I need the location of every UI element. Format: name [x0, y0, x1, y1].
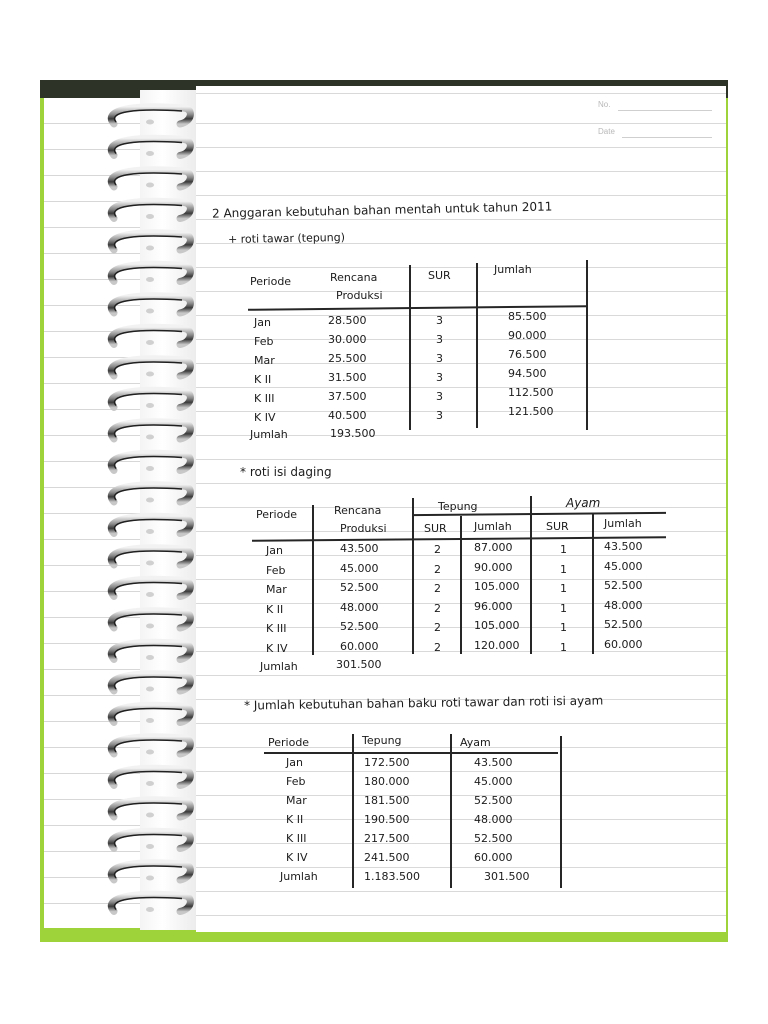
spiral-coil	[111, 264, 190, 282]
table2-vline-4	[530, 496, 532, 654]
spiral-coil	[111, 390, 190, 408]
table3-header-rule	[264, 752, 558, 754]
table3-cell-ayam: 60.000	[474, 851, 513, 864]
table1-cell-sur: 3	[436, 314, 443, 327]
table2-cell-ayam-sur: 1	[560, 562, 567, 576]
table1-cell-sur: 3	[436, 333, 443, 346]
table2-total-value: 301.500	[336, 658, 382, 671]
table2-cell-rencana: 52.500	[340, 581, 379, 594]
table2-cell-tepung-jumlah: 90.000	[474, 560, 513, 574]
table3-total-label: Jumlah	[280, 870, 318, 883]
table3-cell-periode: K IV	[286, 851, 308, 864]
table3-vline-3	[560, 736, 562, 888]
table2-cell-tepung-jumlah: 105.000	[474, 619, 520, 632]
table2-cell-rencana: 43.500	[340, 542, 379, 555]
table2-cell-tepung-jumlah: 120.000	[474, 638, 520, 652]
table1-vline-2	[476, 263, 478, 428]
table2-cell-ayam-jumlah: 52.500	[604, 618, 643, 631]
table1-total-label: Jumlah	[250, 428, 288, 441]
spiral-coil	[111, 863, 190, 881]
table3-total-ayam: 301.500	[484, 870, 530, 883]
table1-header-rencana: Rencana	[330, 271, 378, 284]
table3-cell-periode: K III	[286, 832, 307, 845]
table1-cell-rencana: 28.500	[328, 314, 367, 327]
table1-cell-periode: K III	[254, 392, 275, 405]
table3-cell-periode: Feb	[286, 775, 306, 788]
table2-cell-periode: K II	[266, 602, 284, 616]
table3-cell-periode: K II	[286, 813, 304, 826]
table2-cell-periode: Jan	[266, 544, 283, 557]
header-date-line	[622, 137, 712, 138]
table1-header-jumlah: Jumlah	[494, 263, 532, 276]
table1-cell-rencana: 31.500	[328, 371, 367, 384]
table1-cell-periode: Jan	[254, 316, 271, 329]
spiral-coil	[111, 138, 190, 156]
table2-group-ayam: Ayam	[566, 496, 601, 510]
table1-cell-jumlah: 90.000	[508, 329, 547, 342]
table2-cell-tepung-sur: 2	[434, 562, 441, 576]
header-no-label: No.	[598, 100, 611, 109]
table2-cell-ayam-sur: 1	[560, 640, 567, 654]
table1-header-sur: SUR	[428, 269, 451, 282]
table3-cell-periode: Jan	[286, 756, 303, 769]
header-date-label: Date	[598, 127, 615, 136]
table1-cell-jumlah: 76.500	[508, 348, 547, 361]
table2-cell-tepung-jumlah: 87.000	[474, 541, 513, 554]
spiral-coil	[111, 705, 190, 723]
spiral-coil	[111, 642, 190, 660]
table3-total-tepung: 1.183.500	[364, 870, 420, 883]
table2-total-label: Jumlah	[260, 660, 298, 673]
table1-cell-rencana: 37.500	[328, 390, 367, 403]
table2-cell-ayam-sur: 1	[560, 621, 567, 634]
table1-cell-sur: 3	[436, 352, 443, 365]
table2-cell-periode: K III	[266, 622, 287, 635]
table1-cell-sur: 3	[436, 390, 443, 403]
spiral-coil	[111, 831, 190, 849]
table1-cell-jumlah: 85.500	[508, 310, 547, 323]
spiral-binding	[92, 100, 222, 930]
table3-header-periode: Periode	[268, 736, 310, 749]
table1-cell-periode: K IV	[254, 411, 276, 424]
table3-cell-ayam: 52.500	[474, 832, 513, 845]
table2-group-tepung: Tepung	[438, 500, 478, 513]
table1-cell-jumlah: 112.500	[508, 386, 554, 399]
table2-cell-ayam-jumlah: 48.000	[604, 598, 643, 612]
table3-cell-tepung: 181.500	[364, 794, 410, 807]
table2-cell-ayam-jumlah: 52.500	[604, 579, 643, 592]
table3-cell-tepung: 190.500	[364, 813, 410, 826]
table1-cell-rencana: 25.500	[328, 352, 367, 365]
spiral-coil	[111, 201, 190, 219]
table3-cell-periode: Mar	[286, 794, 307, 807]
table1-cell-periode: Mar	[254, 354, 275, 367]
table2-header-tepung-sur: SUR	[424, 522, 447, 535]
table2-cell-ayam-sur: 1	[560, 543, 567, 556]
table2-cell-rencana: 48.000	[340, 600, 379, 614]
table2-cell-rencana: 60.000	[340, 639, 379, 653]
table2-vline-1	[312, 505, 314, 655]
spiral-coil	[111, 170, 190, 188]
spiral-coil	[111, 485, 190, 503]
spiral-coil	[111, 611, 190, 629]
table3-cell-tepung: 180.000	[364, 775, 410, 788]
spiral-coil	[111, 422, 190, 440]
table1-total-value: 193.500	[330, 427, 376, 440]
spiral-coil	[111, 579, 190, 597]
spiral-coil	[111, 296, 190, 314]
table1-cell-jumlah: 94.500	[508, 367, 547, 380]
spiral-coil	[111, 516, 190, 534]
table2-cell-tepung-sur: 2	[434, 582, 441, 595]
table2-cell-tepung-sur: 2	[434, 640, 441, 654]
table3-vline-1	[352, 734, 354, 888]
section1-subtitle: + roti tawar (tepung)	[227, 230, 346, 247]
table2-cell-rencana: 45.000	[340, 561, 379, 575]
spiral-coil	[111, 233, 190, 251]
table2-cell-tepung-jumlah: 105.000	[474, 580, 520, 593]
table1-cell-periode: Feb	[254, 335, 274, 348]
section2-title: * roti isi daging	[240, 465, 332, 479]
table1-cell-sur: 3	[436, 371, 443, 384]
table1-cell-jumlah: 121.500	[508, 405, 554, 418]
table2-header-periode: Periode	[256, 508, 298, 521]
table2-cell-tepung-sur: 2	[434, 621, 441, 634]
table3-cell-tepung: 241.500	[364, 851, 410, 864]
header-no-line	[618, 110, 712, 111]
spiral-coil	[111, 548, 190, 566]
table2-cell-rencana: 52.500	[340, 620, 379, 633]
spiral-coil	[111, 894, 190, 912]
table2-cell-ayam-sur: 1	[560, 582, 567, 595]
table1-cell-periode: K II	[254, 373, 272, 386]
spiral-coil	[111, 737, 190, 755]
table2-header-ayam-sur: SUR	[546, 520, 569, 533]
table3-cell-tepung: 172.500	[364, 756, 410, 769]
table1-cell-sur: 3	[436, 409, 443, 422]
table2-cell-tepung-sur: 2	[434, 543, 441, 556]
table1-cell-rencana: 40.500	[328, 409, 367, 422]
table2-vline-3	[460, 516, 462, 654]
table3-cell-ayam: 52.500	[474, 794, 513, 807]
table3-header-ayam: Ayam	[460, 736, 491, 749]
table3-cell-ayam: 43.500	[474, 756, 513, 769]
table3-cell-tepung: 217.500	[364, 832, 410, 845]
spiral-coil	[111, 327, 190, 345]
table2-header-tepung-jumlah: Jumlah	[474, 520, 512, 533]
spiral-coil	[111, 800, 190, 818]
section3-title: * Jumlah kebutuhan bahan baku roti tawar dan roti isi ayam	[243, 693, 604, 713]
table2-header-ayam-jumlah: Jumlah	[604, 517, 642, 530]
spiral-coil	[111, 674, 190, 692]
table1-vline-3	[586, 260, 588, 430]
table2-cell-tepung-jumlah: 96.000	[474, 599, 513, 613]
table2-cell-periode: K IV	[266, 641, 288, 655]
section1-title: 2 Anggaran kebutuhan bahan mentah untuk tahun 2011	[211, 199, 553, 221]
table3-cell-ayam: 45.000	[474, 775, 513, 788]
table2-cell-ayam-jumlah: 60.000	[604, 637, 643, 651]
table2-cell-ayam-sur: 1	[560, 601, 567, 615]
spiral-coil	[111, 359, 190, 377]
table2-cell-periode: Feb	[266, 563, 286, 577]
table2-vline-2	[412, 498, 414, 654]
table1-cell-rencana: 30.000	[328, 333, 367, 346]
table2-cell-ayam-jumlah: 43.500	[604, 540, 643, 553]
table1-vline-1	[409, 265, 411, 430]
table3-vline-2	[450, 734, 452, 888]
table2-header-rencana: Rencana	[334, 504, 382, 517]
spiral-coil	[111, 453, 190, 471]
spiral-coil	[111, 107, 190, 125]
table3-cell-ayam: 48.000	[474, 813, 513, 826]
table2-cell-periode: Mar	[266, 583, 287, 596]
spiral-coil	[111, 768, 190, 786]
table2-header-produksi: Produksi	[340, 522, 387, 535]
table2-cell-tepung-sur: 2	[434, 601, 441, 615]
table2-vline-5	[592, 514, 594, 654]
table3-header-tepung: Tepung	[362, 734, 402, 747]
table1-header-periode: Periode	[250, 275, 292, 288]
table1-header-produksi: Produksi	[336, 289, 383, 302]
table2-cell-ayam-jumlah: 45.000	[604, 559, 643, 573]
